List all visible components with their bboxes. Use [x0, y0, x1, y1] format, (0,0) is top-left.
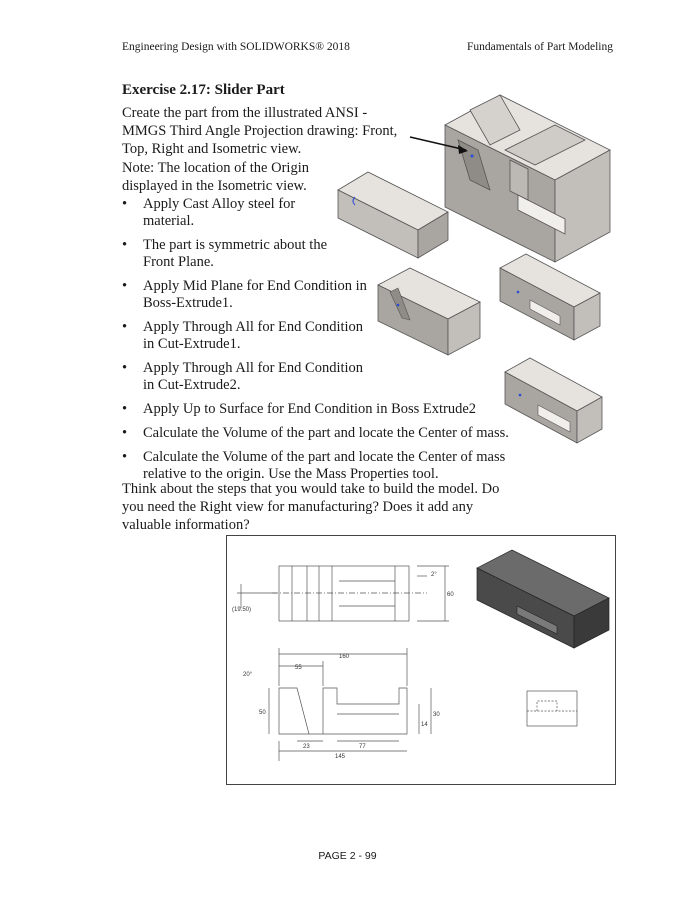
dim-14: 14 [421, 722, 428, 728]
closing-line: valuable information? [122, 517, 250, 533]
dim-50: 50 [259, 710, 266, 716]
front-view [269, 648, 431, 761]
list-item: • The part is symmetric about the Front Plane. [122, 237, 502, 271]
closing-line: you need the Right view for manufacturing? Does it add any [122, 499, 474, 515]
right-view [527, 691, 577, 726]
dim-20deg: 20° [243, 672, 253, 678]
dim-160: 160 [339, 654, 350, 660]
intro-line: MMGS Third Angle Projection drawing: Front, [122, 123, 398, 139]
iso-step-boss-extrude2 [505, 358, 602, 443]
dim-23: 23 [303, 744, 310, 750]
intro-line: Create the part from the illustrated ANSI - [122, 105, 368, 121]
list-item: • Apply Through All for End Condition in Cut-Extrude2. [122, 360, 502, 394]
list-item: • Apply Up to Surface for End Condition in Boss Extrude2 [122, 401, 623, 418]
iso-step-cut-extrude2 [500, 254, 600, 340]
iso-view-dark [477, 550, 609, 648]
closing-line: Think about the steps that you would take to build the model. Do [122, 481, 500, 497]
intro-line: Top, Right and Isometric view. [122, 141, 302, 157]
running-header-left: Engineering Design with SOLIDWORKS® 2018 [122, 41, 350, 53]
list-item: • Apply Mid Plane for End Condition in Boss-Extrude1. [122, 278, 502, 312]
iso-step-cut-extrude1 [378, 268, 480, 355]
dim-19-50: (19.50) [232, 607, 252, 613]
iso-step-boss-extrude1 [338, 172, 448, 258]
note-line: displayed in the Isometric view. [122, 178, 307, 194]
exercise-title: Exercise 2.17: Slider Part [122, 82, 285, 98]
top-view [237, 566, 449, 621]
drawing-views [227, 536, 615, 784]
dim-60: 60 [447, 592, 454, 598]
dim-2deg: 2° [431, 572, 437, 578]
dim-55: 55 [295, 665, 302, 671]
list-item: • Apply Through All for End Condition in Cut-Extrude1. [122, 319, 502, 353]
dim-30: 30 [433, 712, 440, 718]
note-line: Note: The location of the Origin [122, 160, 309, 176]
engineering-drawing [226, 535, 616, 785]
list-item: • Calculate the Volume of the part and locate the Center of mass relative to the origin. Use the Mass Properties tool. [122, 449, 623, 483]
list-item: • Calculate the Volume of the part and locate the Center of mass. [122, 425, 623, 442]
running-header-right: Fundamentals of Part Modeling [467, 41, 613, 53]
dim-77: 77 [359, 744, 366, 750]
page-number: PAGE 2 - 99 [318, 850, 377, 862]
dim-145: 145 [335, 754, 346, 760]
list-item: • Apply Cast Alloy steel for material. [122, 196, 502, 230]
